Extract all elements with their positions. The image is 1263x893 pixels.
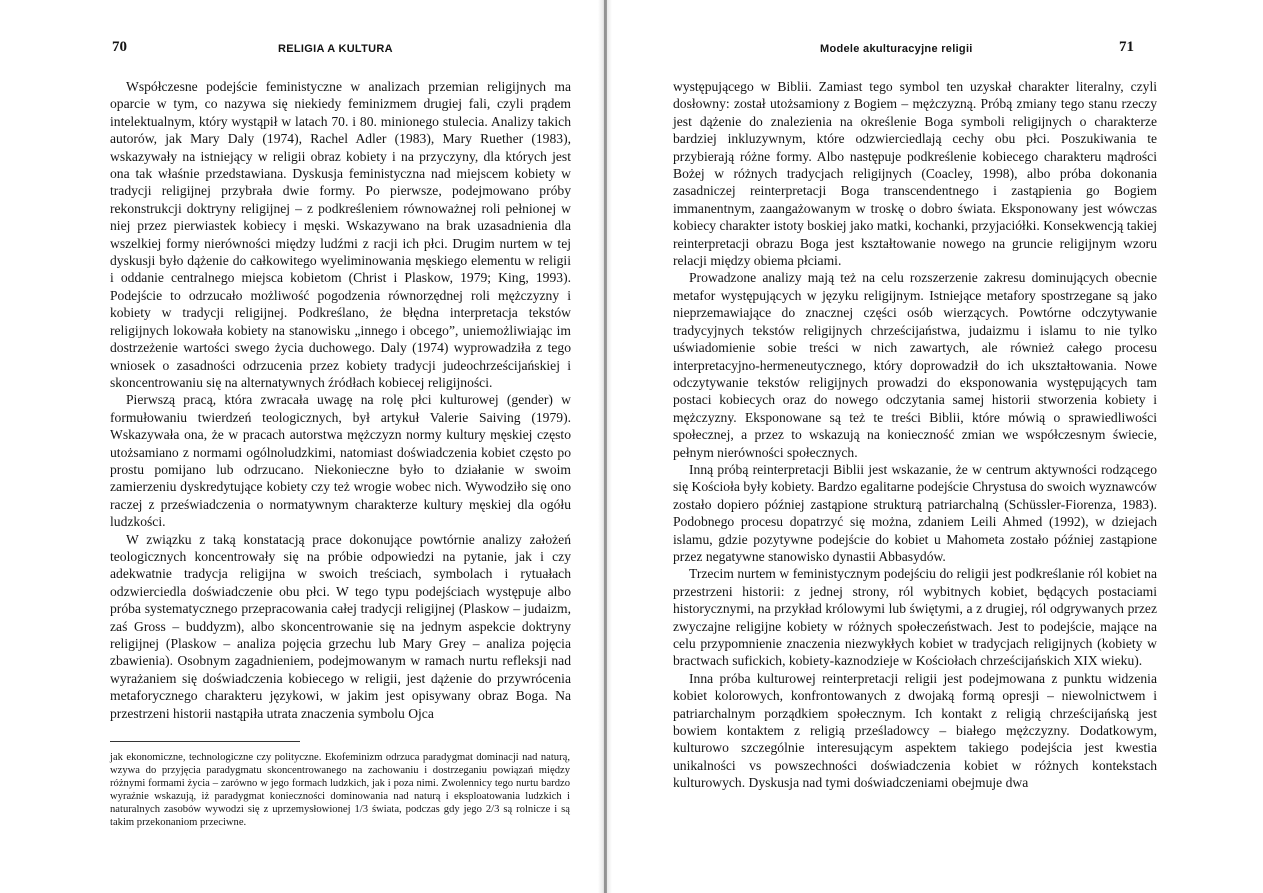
right-body-text <box>673 78 1157 792</box>
paragraph: Prowadzone analizy mają też na celu rozszerzenie zakresu dominujących obecnie metafor występujących w języku religijnym. Istniejące metafory spostrzegane są jako nieprzemawiające do znacznej części osób wierzących. Powtórne odczytywanie tradycyjnych tekstów religijnych chrześcijaństwa, judaizmu i islamu to nie tylko uświadomienie sobie treści w nich zawartych, ale również całego procesu interpretacyjno-hermeneutycznego, który doprowadził do ich ukształtowania. Nowe odczytywanie tekstów religijnych prowadzi do eksponowania występujących tam postaci kobiecych oraz do nowego odczytania samej historii stworzenia kobiety i mężczyzny. Eksponowane są też te treści Biblii, które mówią o sprawiedliwości społecznej, a przez to wskazują na konieczność zmian we współczesnym świecie, pełnym nierówności społecznych. <box>673 270 1157 460</box>
left-page <box>0 0 600 893</box>
running-head-right: Modele akulturacyjne religii <box>820 43 973 55</box>
paragraph: Pierwszą pracą, która zwracała uwagę na rolę płci kulturowej (gender) w formułowaniu twierdzeń teologicznych, był artykuł Valerie Saiving (1979). Wskazywała ona, że w pracach autorstwa mężczyzn normy kultury męskiej często utożsamiano z normami ogólnoludzkimi, natomiast doświadczenia kobiet często po prostu pomijano lub odrzucano. Niekonieczne było to działanie w swoim zamierzeniu dyskredytujące kobiety czy też wrogie wobec nich. Wywodziło się ono raczej z przeświadczenia o normatywnym charakterze kultury męskiej dla ogółu ludzkości. <box>110 392 571 530</box>
footnote-divider <box>110 741 300 742</box>
paragraph: W związku z taką konstatacją prace dokonujące powtórnie analizy założeń teologicznych koncentrowały się na próbie odpowiedzi na pytanie, jak i czy adekwatnie tradycja religijna w swoich treściach, symbolach i rytuałach odzwierciedla doświadczenie obu płci. W tego typu podejściach występuje albo próba systematycznego przepracowania całej tradycji religijnej (Plaskow – judaizm, zaś Gross – buddyzm), albo skoncentrowanie się na jednym aspekcie doktryny religijnej (Plaskow – analiza pojęcia grzechu lub Mary Grey – analiza pojęcia zbawienia). Osobnym zagadnieniem, podejmowanym w ramach nurtu refleksji nad wyrażaniem się doświadczenia kobiecego w religii, jest dążenie do przywrócenia metaforycznego charakteru językowi, w jakim jest opisywany obraz Boga. Na przestrzeni historii nastąpiła utrata znaczenia symbolu Ojca <box>110 531 571 721</box>
paragraph: Współczesne podejście feministyczne w analizach przemian religijnych ma oparcie w tym, co nazywa się niekiedy feminizmem drugiej fali, czyli prądem intelektualnym, który wystąpił w latach 70. i 80. minionego stulecia. Analizy takich autorów, jak Mary Daly (1974), Rachel Adler (1983), Mary Ruether (1983), wskazywały na istniejący w religii obraz kobiety i na przyczyny, dla których jest ona tak właśnie przedstawiana. Dyskusja feministyczna nad miejscem kobiety w tradycji religijnej przybrała dwie formy. Po pierwsze, podejmowano próby rekonstrukcji doktryny religijnej – z podkreśleniem równoważnej roli pełnionej w niej przez pierwiastek kobiecy i męski. Wskazywano na brak uzasadnienia dla wszelkiej formy nierówności między ludźmi z racji ich płci. Drugim nurtem w tej dyskusji było dążenie do całkowitego wyeliminowania męskiego elementu w religii i oddanie centralnego miejsca kobietom (Christ i Plaskow, 1979; King, 1993). Podejście to odrzucało możliwość pogodzenia równorzędnej roli mężczyzny i kobiety w tradycji religijnej. Podkreślano, że błędna interpretacja tekstów religijnych lokowała kobiety na stanowisku „innego i obcego”, uniemożliwiając im dostrzeżenie wartości swego życia duchowego. Daly (1974) wyprowadziła z tego wniosek o zasadności odrzucenia przez kobiety tradycji judeochrześcijańskiej i skoncentrowaniu się na alternatywnych źródłach kobiecej religijności. <box>110 79 571 390</box>
right-page <box>612 0 1263 893</box>
page-number-right: 71 <box>1119 39 1134 55</box>
footnote <box>110 752 570 829</box>
paragraph: Trzecim nurtem w feministycznym podejściu do religii jest podkreślanie ról kobiet na przestrzeni historii: z jednej strony, ról wybitnych kobiet, będących postaciami historycznymi, na przykład królowymi lub świętymi, a z drugiej, ról odgrywanych przez zwyczajne religijne kobiety w różnych społeczeństwach. Jest to podejście, mające na celu przypomnienie znaczenia niezwykłych kobiet w tradycjach religijnych (kobiety w bractwach sufickich, kobiety-kaznodzieje w Kościołach chrześcijańskich XIX wieku). <box>673 566 1157 669</box>
left-body-text <box>110 78 571 722</box>
running-head-left: RELIGIA A KULTURA <box>278 43 393 55</box>
book-spine-shadow <box>604 0 607 893</box>
page-number-left: 70 <box>112 39 127 55</box>
paragraph: występującego w Biblii. Zamiast tego symbol ten uzyskał charakter literalny, czyli dosłowny: został utożsamiony z Bogiem – mężczyzną. Próbą zmiany tego stanu rzeczy jest dążenie do znalezienia na określenie Boga symboli religijnych o charakterze bardziej inkluzywnym, które odzwierciedlają cechy obu płci. Poszukiwania te przybierają różne formy. Albo następuje podkreślenie kobiecego charakteru mądrości Bożej w różnych tradycjach religijnych (Coacley, 1998), albo próba dokonania zasadniczej reinterpretacji Boga transcendentnego i zastąpienia go Bogiem immanentnym, zaangażowanym w troskę o dobro świata. Eksponowany jest wówczas kobiecy charakter istoty boskiej jako matki, kochanki, przyjaciółki. Konsekwencją takiej reinterpretacji obrazu Boga jest kształtowanie nowego na gruncie religijnym wzoru relacji między obiema płciami. <box>673 79 1157 269</box>
paragraph: Inną próbą reinterpretacji Biblii jest wskazanie, że w centrum aktywności rodzącego się Kościoła były kobiety. Bardzo egalitarne podejście Chrystusa do swoich wyznawców zostało dopiero później zastąpione strukturą patriarchalną (Schüssler-Fiorenza, 1983). Podobnego procesu dopatrzyć się można, zdaniem Leili Ahmed (1992), w dziejach islamu, gdzie pozytywne podejście do kobiet u Mahometa zostało później zastąpione przez negatywne stanowisko dynastii Abbasydów. <box>673 461 1157 564</box>
footnote-text: jak ekonomiczne, technologiczne czy polityczne. Ekofeminizm odrzuca paradygmat dominacji nad naturą, wzywa do przyjęcia paradygmatu skoncentrowanego na zachowaniu i dostrzeganiu powiązań między różnymi formami życia – zarówno w jego formach ludzkich, jak i poza nimi. Zwolennicy tego nurtu bardzo wyraźnie wskazują, iż paradygmat konieczności dominowania nad naturą i eksploatowania ludzkich i naturalnych zasobów wywodzi się z uprzemysłowionej 1/3 świata, podczas gdy jego 2/3 są rolnicze i są takim przekonaniom przeciwne. <box>110 752 570 828</box>
paragraph: Inna próba kulturowej reinterpretacji religii jest podejmowana z punktu widzenia kobiet kolorowych, konfrontowanych z dwojaką formą opresji – niewolnictwem i patriarchalnym porządkiem społecznym. Ich kontakt z religią chrześcijańską jest bowiem kontaktem z religią prześladowcy – białego mężczyzny. Dodatkowym, kulturowo szczególnie interesującym aspektem takiego podejścia jest kwestia unikalności vs powszechności doświadczenia kobiet w różnych kontekstach kulturowych. Dyskusja nad tymi doświadczeniami obejmuje dwa <box>673 670 1157 791</box>
